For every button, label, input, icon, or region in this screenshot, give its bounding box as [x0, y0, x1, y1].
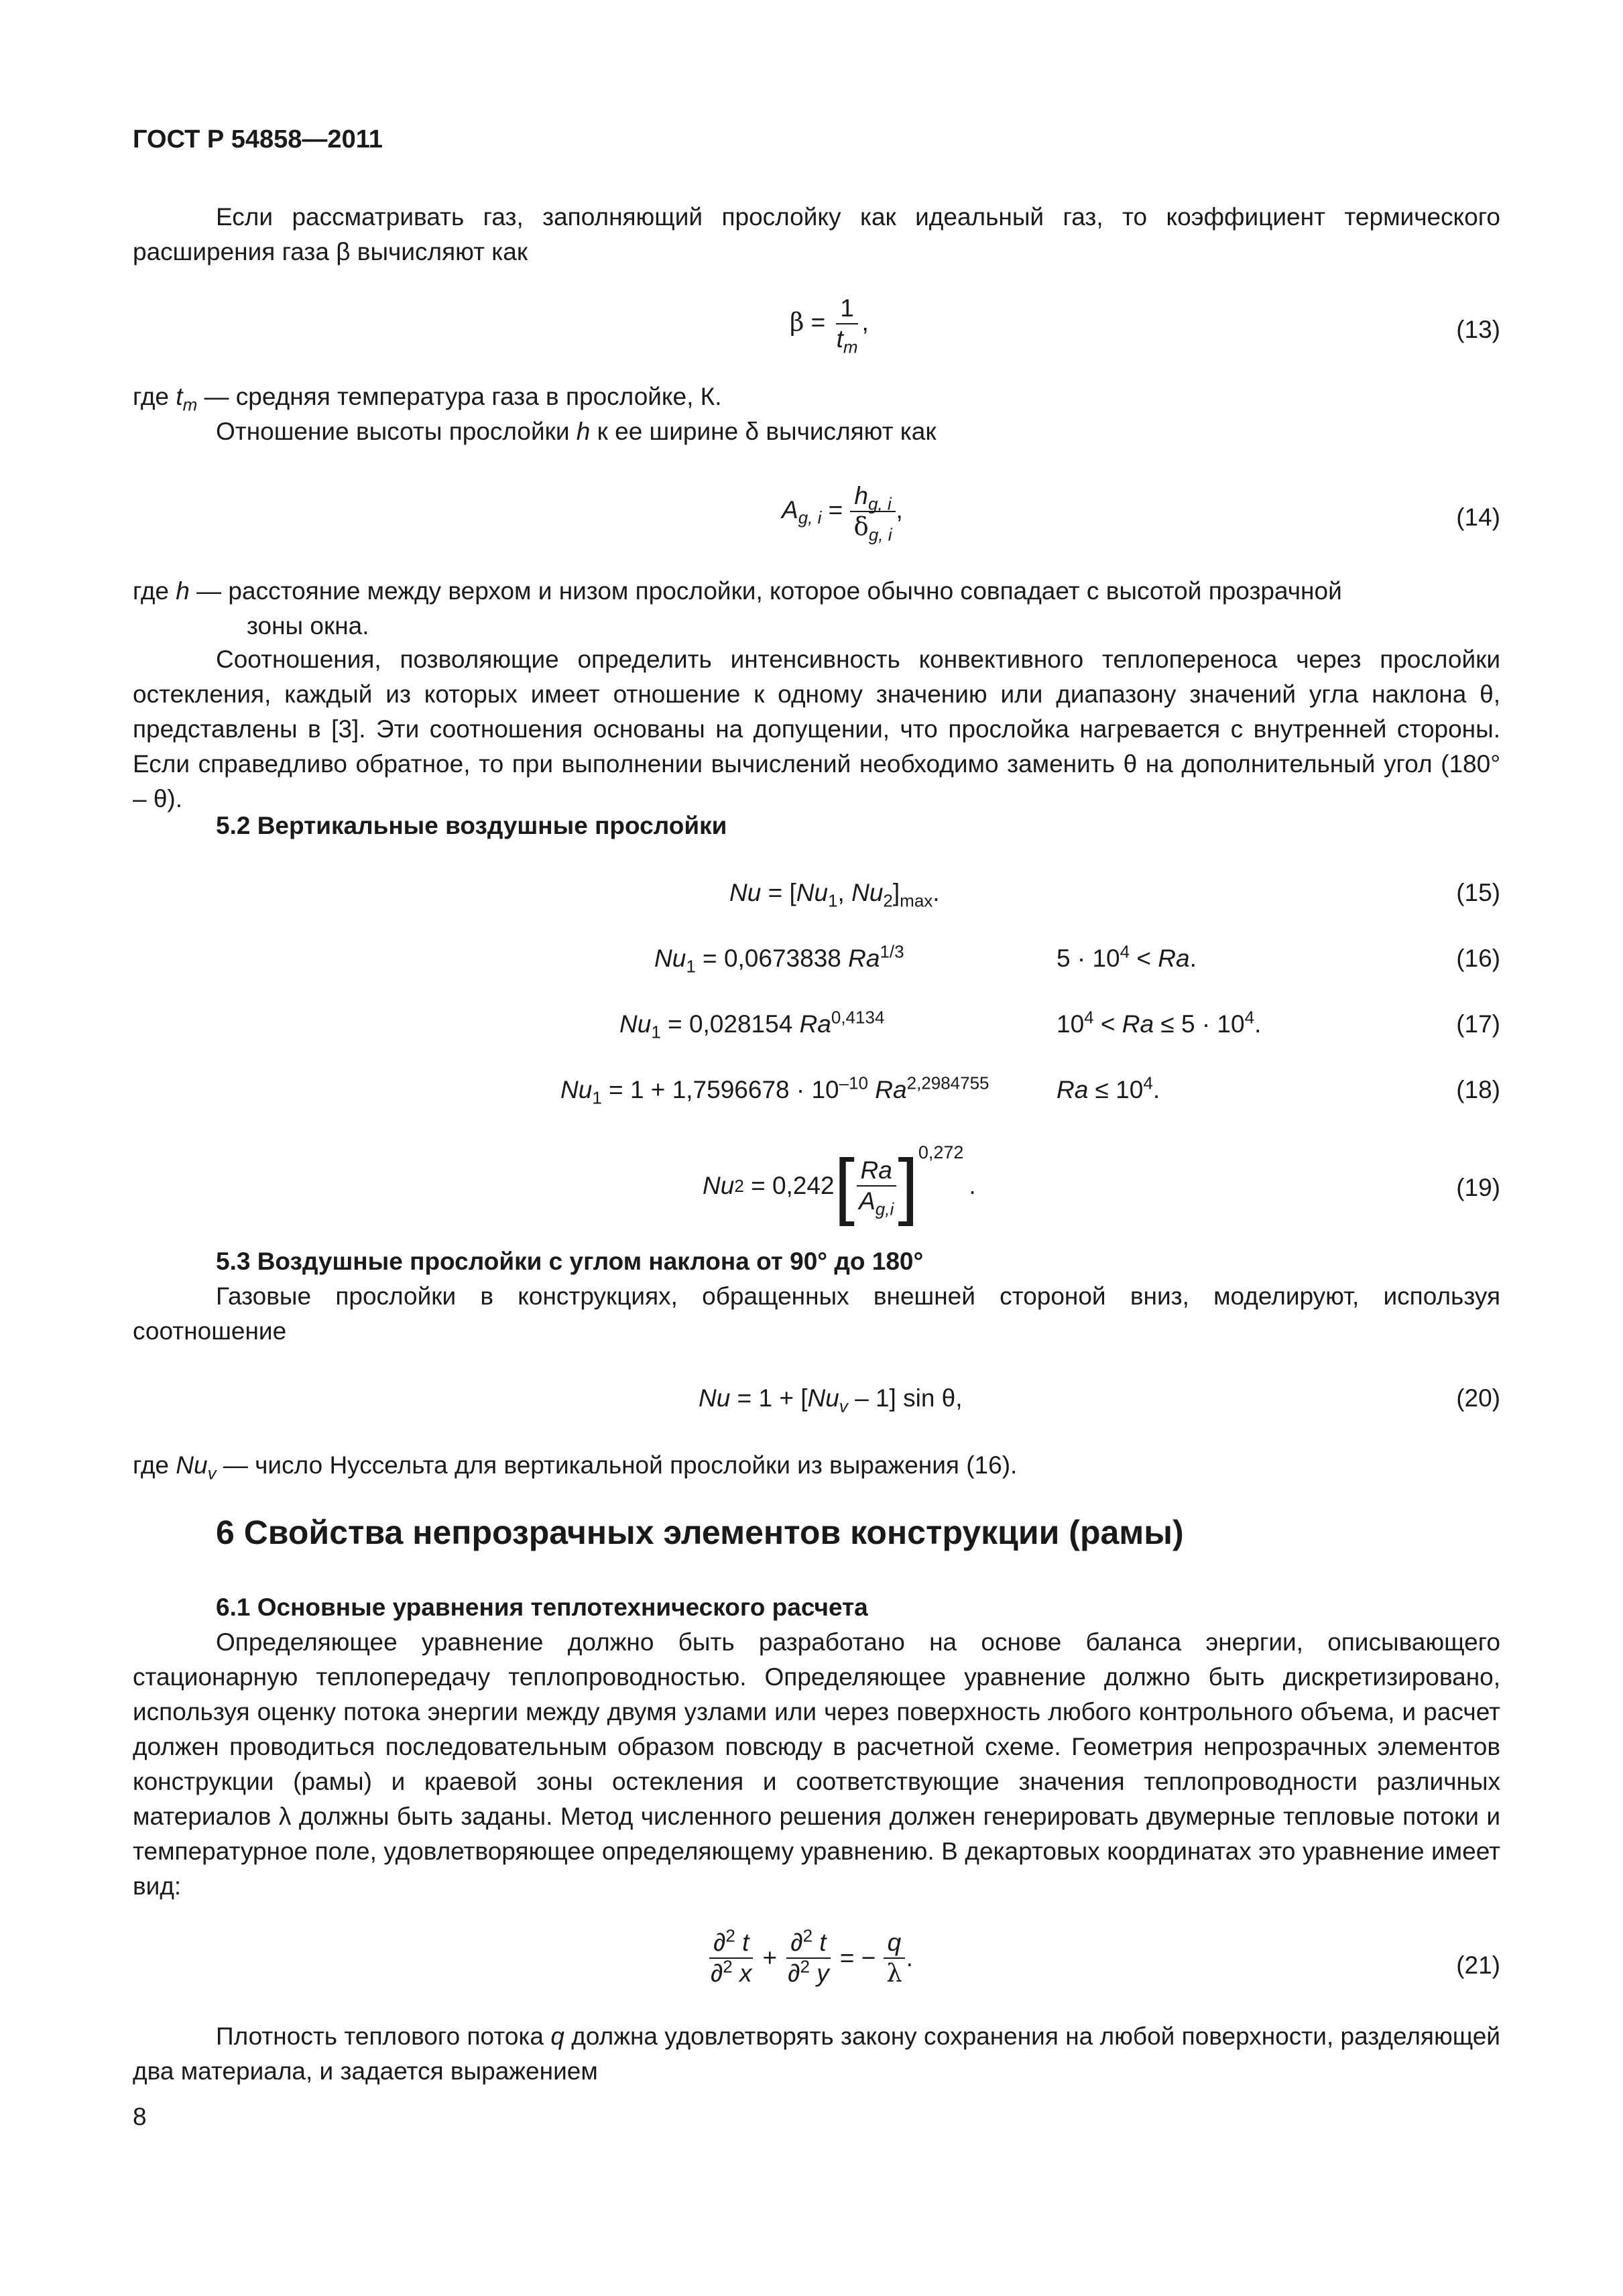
paragraph-heat-flux: Плотность теплового потока q должна удовлетворять закону сохранения на любой поверхности, разделяющей два материала, и задается выражением [133, 2022, 1500, 2085]
equation-14-label: (14) [1456, 503, 1500, 531]
section-6-1-heading: 6.1 Основные уравнения теплотехнического расчета [216, 1593, 868, 1621]
section-5-3-heading: 5.3 Воздушные прослойки с углом наклона от 90° до 180° [216, 1248, 924, 1275]
equation-16-label: (16) [1456, 945, 1500, 972]
where-h-continuation: зоны окна. [247, 612, 369, 640]
equation-21: $\frac{\partial^2 t}{\partial^2 x}$ + $\frac{\partial^2 t}{\partial^2 y}$ = − $\frac{q}{\lambda}$ . [711, 1925, 913, 1988]
equation-15: $Nu = [Nu_1$, $Nu_2]_{max}$. [729, 879, 940, 911]
paragraph-inclined-layers: Газовые прослойки в конструкциях, обращенных внешней стороной вниз, моделируют, используя соотношение [133, 1282, 1500, 1345]
section-5-2-heading: 5.2 Вертикальные воздушные прослойки [216, 812, 727, 839]
equation-16-condition: $5 \cdot 10^4 < Ra$. [1057, 941, 1197, 972]
paragraph-gas-expansion: Если рассматривать газ, заполняющий прослойку как идеальный газ, то коэффициент термического расширения газа β вычисляют как [133, 203, 1500, 265]
equation-18: $Nu_1 = 1 + 1,7596678 \cdot 10^{-10}$ $Ra^{2,2984755}$ [560, 1073, 989, 1108]
equation-18-label: (18) [1456, 1076, 1500, 1103]
equation-19-label: (19) [1456, 1174, 1500, 1201]
where-tm: где $t_m$ — средняя температура газа в прослойке, К. [133, 383, 722, 415]
paragraph-height-ratio: Отношение высоты прослойки h к ее ширине δ вычисляют как [216, 418, 937, 445]
equation-13-label: (13) [1456, 316, 1500, 343]
equation-20-label: (20) [1456, 1384, 1500, 1412]
equation-14: $A_{g, i}$ = $\frac{h_{g, i}}{\delta_{g, i}}$ , [782, 482, 903, 545]
equation-17-label: (17) [1456, 1010, 1500, 1038]
where-h: где h — расстояние между верхом и низом прослойки, которое обычно совпадает с высотой прозрачной [133, 577, 1342, 605]
section-6-heading: 6 Свойства непрозрачных элементов конструкции (рамы) [216, 1514, 1184, 1551]
paragraph-governing-equation: Определяющее уравнение должно быть разработано на основе баланса энергии, описывающего стационарную теплопередачу теплопроводностью. Определяющее уравнение должно быть дискретизировано, используя оценку потока энергии между двумя узлами или через поверхность любого контрольного объема, и расчет должен проводиться последовательным образом повсюду в расчетной схеме. Геометрия непрозрачных элементов конструкции (рамы) и краевой зоны остекления и соответствующие значения теплопроводности различных материалов λ должны быть заданы. Метод численного решения должен генерировать двумерные тепловые потоки и температурное поле, удовлетворяющее определяющему уравнению. В декартовых координатах это уравнение имеет вид: [133, 1628, 1500, 1900]
page-number: 8 [133, 2103, 147, 2130]
equation-20: $Nu = 1 + [Nu_v - 1]$ sin θ, [699, 1384, 963, 1416]
equation-18-condition: $Ra \le 10^4$. [1057, 1073, 1160, 1103]
document-header: ГОСТ Р 54858—2011 [133, 125, 383, 154]
equation-17: $Nu_1 = 0,028154$ $Ra^{0,4134}$ [619, 1007, 885, 1042]
paragraph-convective-relations: Соотношения, позволяющие определить интенсивность конвективного теплопереноса через прослойки остекления, каждый из которых имеет отношение к одному значению или диапазону значений угла наклона θ, представлены в [3]. Эти соотношения основаны на допущении, что прослойка нагревается с внутренней стороны. Если справедливо обратное, то при выполнении вычислений необходимо заменить θ на дополнительный угол (180° – θ). [133, 646, 1500, 812]
equation-21-label: (21) [1456, 1951, 1500, 1979]
equation-15-label: (15) [1456, 879, 1500, 906]
equation-19: Nu 2 = 0,242 [ $\frac{Ra}{A_{g,i}}$ ] 0,272 . [703, 1142, 976, 1227]
equation-17-condition: $10^4 < Ra \le 5 \cdot 10^4$. [1057, 1007, 1262, 1038]
equation-13: β = $\frac{1}{t_m}$ , [790, 294, 869, 357]
where-nu-v: где $Nu_v$ — число Нуссельта для вертикальной прослойки из выражения (16). [133, 1451, 1018, 1484]
equation-16: $Nu_1 = 0,0673838$ $Ra^{1/3}$ [654, 941, 904, 977]
